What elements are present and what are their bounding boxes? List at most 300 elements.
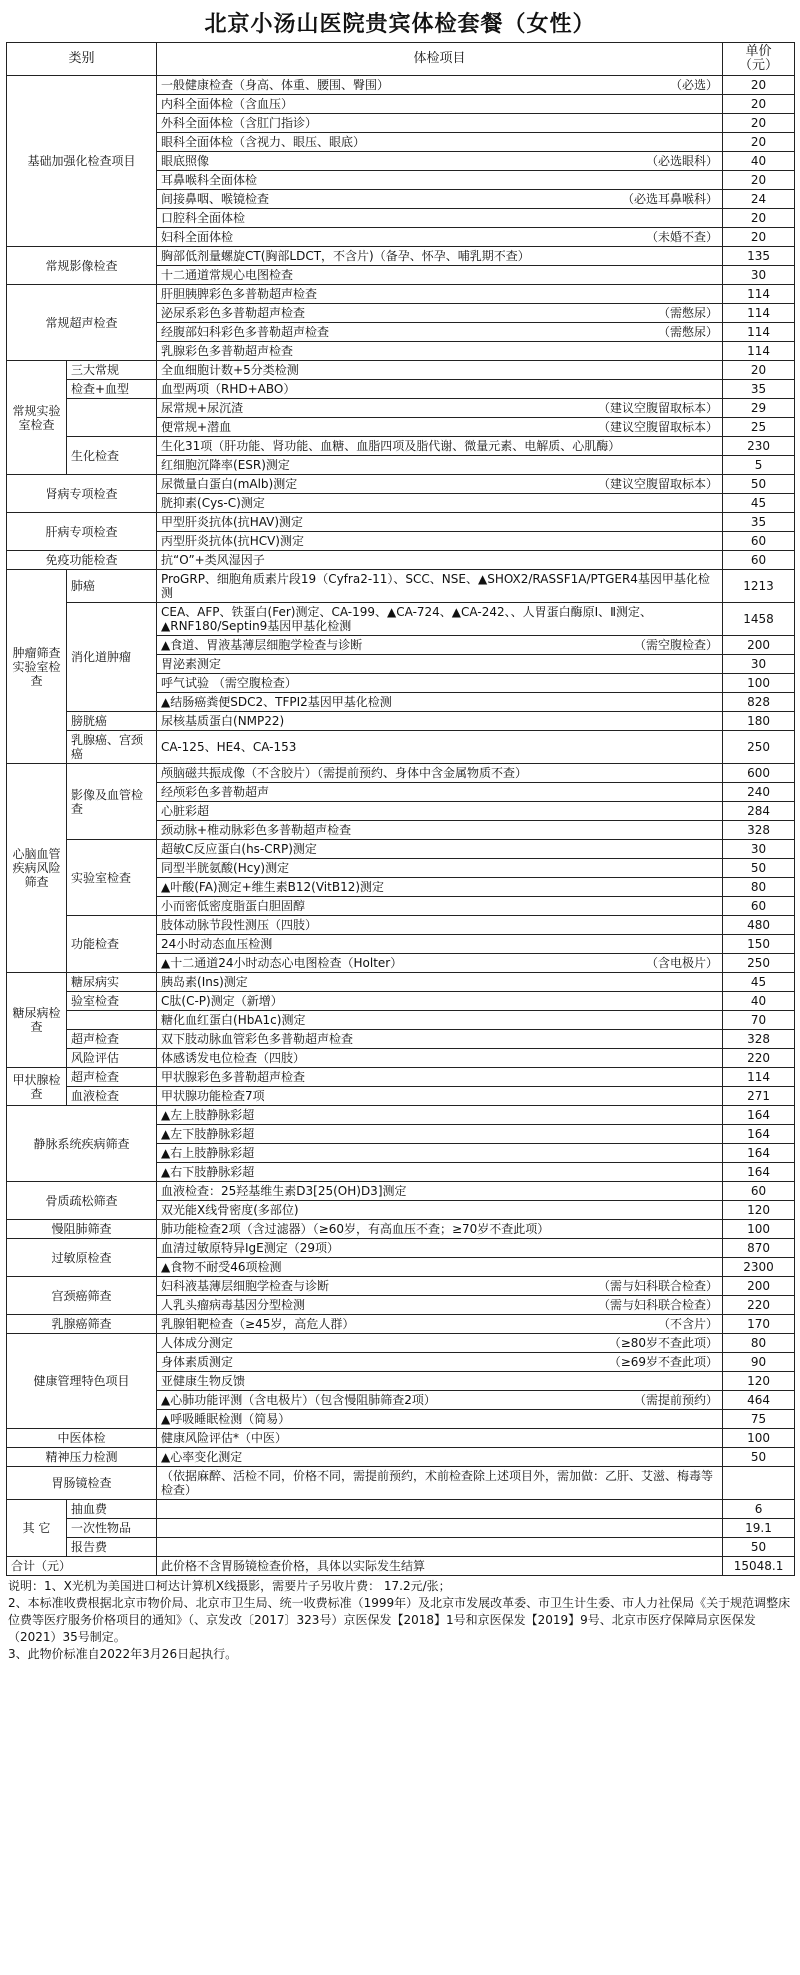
price-cell: 164 [723, 1125, 795, 1144]
price-cell: 480 [723, 916, 795, 935]
table-row [7, 1182, 795, 1201]
item-cell [157, 636, 723, 655]
item-wrap [161, 515, 718, 529]
table-row [7, 1068, 795, 1087]
item-wrap [161, 477, 718, 491]
table-row [7, 916, 795, 935]
price-cell: 114 [723, 304, 795, 323]
item-text: ▲左上肢静脉彩超 [161, 1108, 255, 1122]
table-row [7, 1334, 795, 1353]
item-text: 外科全面体检（含肛门指诊） [161, 116, 318, 130]
item-text: 经腹部妇科彩色多普勒超声检查 [161, 325, 330, 339]
item-wrap [161, 78, 718, 92]
item-cell [157, 1315, 723, 1334]
table-row [7, 1087, 795, 1106]
price-cell: 20 [723, 361, 795, 380]
item-wrap [161, 1127, 718, 1141]
price-table [6, 42, 795, 1576]
item-cell [157, 674, 723, 693]
price-cell: 114 [723, 342, 795, 361]
price-cell: 114 [723, 1068, 795, 1087]
category-cell: 胃肠镜检查 [7, 1467, 157, 1500]
subcategory-cell: 超声检查 [67, 1030, 157, 1049]
item-wrap [161, 230, 718, 244]
item-cell [157, 1049, 723, 1068]
item-cell [157, 1144, 723, 1163]
item-text: 抗“O”+类风湿因子 [161, 553, 265, 567]
price-cell: 50 [723, 1538, 795, 1557]
subcategory-cell [67, 1011, 157, 1030]
item-wrap [161, 766, 718, 780]
item-text: C肽(C-P)测定（新增） [161, 994, 283, 1008]
item-wrap [161, 1355, 718, 1369]
price-cell: 220 [723, 1049, 795, 1068]
item-wrap [161, 638, 718, 652]
item-note: （≥69岁不查此项） [608, 1355, 719, 1369]
item-note: （需与妇科联合检查） [598, 1279, 719, 1293]
category-cell: 宫颈癌筛查 [7, 1277, 157, 1315]
subcategory-cell: 三大常规 [67, 361, 157, 380]
item-wrap [161, 572, 718, 600]
item-text: 经颅彩色多普勒超声 [161, 785, 270, 799]
price-cell: 35 [723, 380, 795, 399]
table-row [7, 1315, 795, 1334]
item-text: 尿微量白蛋白(mAlb)测定 [161, 477, 298, 491]
item-note: （需憋尿） [658, 325, 719, 339]
item-text: CEA、AFP、铁蛋白(Fer)测定、CA-199、▲CA-724、▲CA-242、、人胃蛋白酶原Ⅰ、Ⅱ测定、▲RNF180/Septin9基因甲基化检测 [161, 605, 653, 633]
item-cell [157, 380, 723, 399]
item-cell [157, 513, 723, 532]
price-cell: 170 [723, 1315, 795, 1334]
item-cell [157, 437, 723, 456]
item-cell [157, 456, 723, 475]
item-cell [157, 133, 723, 152]
item-wrap [161, 287, 718, 301]
item-note: （建议空腹留取标本） [598, 420, 719, 434]
item-wrap [161, 740, 718, 754]
item-cell [157, 693, 723, 712]
table-row [7, 1277, 795, 1296]
category-cell: 肾病专项检查 [7, 475, 157, 513]
item-cell [157, 1106, 723, 1125]
item-text: ▲叶酸(FA)测定+维生素B12(VitB12)测定 [161, 880, 385, 894]
item-wrap [161, 458, 718, 472]
table-row [7, 764, 795, 783]
item-cell [157, 266, 723, 285]
item-text: 便常规+潜血 [161, 420, 232, 434]
item-cell [157, 1030, 723, 1049]
price-cell: 60 [723, 551, 795, 570]
item-wrap [161, 439, 718, 453]
item-cell [157, 209, 723, 228]
item-wrap [161, 325, 718, 339]
item-cell [157, 114, 723, 133]
subcategory-cell: 功能检查 [67, 916, 157, 973]
table-row [7, 603, 795, 636]
price-cell: 20 [723, 171, 795, 190]
item-wrap [161, 1431, 718, 1445]
item-wrap [161, 1146, 718, 1160]
price-cell: 24 [723, 190, 795, 209]
price-cell: 70 [723, 1011, 795, 1030]
item-wrap [161, 1070, 718, 1084]
category-cell: 基础加强化检查项目 [7, 76, 157, 247]
item-cell [157, 171, 723, 190]
item-text: 胸部低剂量螺旋CT(胸部LDCT，不含片)（备孕、怀孕、哺乳期不查） [161, 249, 530, 263]
item-text: ▲十二通道24小时动态心电图检查（Holter） [161, 956, 403, 970]
item-wrap [161, 534, 718, 548]
price-cell: 250 [723, 731, 795, 764]
item-text: ProGRP、细胞角质素片段19（Cyfra2-11）、SCC、NSE、▲SHOX2/RASSF1A/PTGER4基因甲基化检测 [161, 572, 710, 600]
price-cell: 200 [723, 636, 795, 655]
item-text: 一般健康检查（身高、体重、腰围、臀围） [161, 78, 390, 92]
price-cell: 164 [723, 1163, 795, 1182]
item-wrap [161, 1051, 718, 1065]
price-cell: 25 [723, 418, 795, 437]
item-text: CA-125、HE4、CA-153 [161, 740, 297, 754]
table-row [7, 475, 795, 494]
item-wrap [161, 1374, 718, 1388]
item-cell [157, 1296, 723, 1315]
item-text: 口腔科全面体检 [161, 211, 246, 225]
price-cell: 5 [723, 456, 795, 475]
item-text: 内科全面体检（含血压） [161, 97, 294, 111]
item-text: 甲状腺彩色多普勒超声检查 [161, 1070, 306, 1084]
item-text: 妇科全面体检 [161, 230, 234, 244]
item-wrap [161, 1241, 718, 1255]
price-cell: 100 [723, 1220, 795, 1239]
price-cell: 240 [723, 783, 795, 802]
item-text: 双光能X线骨密度(多部位) [161, 1203, 299, 1217]
item-cell [157, 802, 723, 821]
price-cell: 164 [723, 1106, 795, 1125]
item-wrap [161, 823, 718, 837]
price-cell: 20 [723, 133, 795, 152]
category-cell: 精神压力检测 [7, 1448, 157, 1467]
table-row [7, 992, 795, 1011]
subcategory-cell [67, 399, 157, 437]
price-cell: 50 [723, 859, 795, 878]
price-cell: 29 [723, 399, 795, 418]
item-wrap [161, 135, 718, 149]
item-wrap [161, 956, 718, 970]
header-item: 体检项目 [157, 43, 723, 76]
item-text: 十二通道常规心电图检查 [161, 268, 294, 282]
item-note: （需提前预约） [634, 1393, 719, 1407]
category-cell: 乳腺癌筛查 [7, 1315, 157, 1334]
item-cell [157, 1448, 723, 1467]
item-note: （不含片） [658, 1317, 719, 1331]
price-cell: 2300 [723, 1258, 795, 1277]
price-cell: 328 [723, 821, 795, 840]
item-wrap [161, 173, 718, 187]
table-row [7, 1448, 795, 1467]
category-cell: 常规影像检查 [7, 247, 157, 285]
price-cell: 20 [723, 114, 795, 133]
item-cell [157, 551, 723, 570]
page-title: 北京小汤山医院贵宾体检套餐（女性） [204, 12, 596, 37]
price-cell: 464 [723, 1391, 795, 1410]
subcategory-cell: 膀胱癌 [67, 712, 157, 731]
item-wrap [161, 1393, 718, 1407]
subcategory-cell: 风险评估 [67, 1049, 157, 1068]
item-text: ▲右下肢静脉彩超 [161, 1165, 255, 1179]
subcategory-cell: 报告费 [67, 1538, 157, 1557]
subcategory-cell: 消化道肿瘤 [67, 603, 157, 712]
item-wrap [161, 1032, 718, 1046]
price-cell [723, 1467, 795, 1500]
item-text: 亚健康生物反馈 [161, 1374, 246, 1388]
item-wrap [161, 899, 718, 913]
item-text: 小而密低密度脂蛋白胆固醇 [161, 899, 306, 913]
table-row [7, 1538, 795, 1557]
price-cell: 1213 [723, 570, 795, 603]
item-text: 呼气试验 （需空腹检查） [161, 676, 297, 690]
item-cell [157, 603, 723, 636]
table-row [7, 1011, 795, 1030]
category-cell: 肝病专项检查 [7, 513, 157, 551]
item-wrap [161, 714, 718, 728]
item-note: （≥80岁不查此项） [608, 1336, 719, 1350]
category-cell: 甲状腺检查 [7, 1068, 67, 1106]
item-note: （必选） [670, 78, 719, 92]
item-text: 血清过敏原特异IgE测定（29项） [161, 1241, 340, 1255]
subcategory-cell: 影像及血管检查 [67, 764, 157, 840]
note-line: 说明：1、X光机为美国进口柯达计算机X线摄影，需要片子另收片费： 17.2元/张； [8, 1579, 451, 1593]
subcategory-cell: 抽血费 [67, 1500, 157, 1519]
price-cell: 100 [723, 674, 795, 693]
item-text: ▲心肺功能评测（含电极片）（包含慢阻肺筛查2项） [161, 1393, 436, 1407]
price-cell: 271 [723, 1087, 795, 1106]
item-text: 超敏C反应蛋白(hs-CRP)测定 [161, 842, 317, 856]
item-note: （需憋尿） [658, 306, 719, 320]
item-wrap [161, 1336, 718, 1350]
item-cell [157, 1182, 723, 1201]
item-text: 尿核基质蛋白(NMP22) [161, 714, 285, 728]
price-cell: 180 [723, 712, 795, 731]
item-cell [157, 76, 723, 95]
price-cell: 20 [723, 76, 795, 95]
item-text: ▲结肠癌粪便SDC2、TFPI2基因甲基化检测 [161, 695, 392, 709]
price-cell: 120 [723, 1372, 795, 1391]
category-cell: 常规超声检查 [7, 285, 157, 361]
header-row [7, 43, 795, 76]
item-wrap [161, 785, 718, 799]
price-cell: 6 [723, 1500, 795, 1519]
item-cell [157, 190, 723, 209]
item-note: （必选眼科） [646, 154, 719, 168]
item-text: 胰岛素(Ins)测定 [161, 975, 248, 989]
item-cell [157, 1163, 723, 1182]
table-row [7, 731, 795, 764]
item-text: ▲呼吸睡眠检测（简易） [161, 1412, 291, 1426]
subcategory-cell: 乳腺癌、宫颈癌 [67, 731, 157, 764]
price-cell: 870 [723, 1239, 795, 1258]
item-cell [157, 494, 723, 513]
item-cell [157, 1500, 723, 1519]
price-cell: 284 [723, 802, 795, 821]
item-cell [157, 731, 723, 764]
item-wrap [161, 605, 718, 633]
item-cell [157, 152, 723, 171]
table-row [7, 247, 795, 266]
item-text: 健康风险评估*（中医） [161, 1431, 288, 1445]
item-wrap [161, 363, 718, 377]
price-cell: 30 [723, 655, 795, 674]
price-cell: 1458 [723, 603, 795, 636]
table-row [7, 840, 795, 859]
item-note: （含电极片） [646, 956, 719, 970]
item-text: 全血细胞计数+5分类检测 [161, 363, 299, 377]
item-wrap [161, 994, 718, 1008]
item-cell [157, 1220, 723, 1239]
table-row [7, 399, 795, 418]
item-wrap [161, 116, 718, 130]
item-cell [157, 1087, 723, 1106]
item-cell [157, 878, 723, 897]
table-row [7, 76, 795, 95]
item-text: 肢体动脉节段性测压（四肢） [161, 918, 318, 932]
item-wrap [161, 975, 718, 989]
note-line: 2、本标准收费根据北京市物价局、北京市卫生局、统一收费标准（1999年）及北京市发展改革委、市卫生计生委、市人力社保局《关于规范调整床位费等医疗服务价格项目的通知》（、京发改〔2017〕323号）京医保发【2018】1号和京医保发【2019】9号、北京市医疗保障局京医保发（2021）35号制定。 [8, 1596, 791, 1644]
item-cell [157, 935, 723, 954]
item-text: ▲食道、胃液基薄层细胞学检查与诊断 [161, 638, 363, 652]
item-text: 颈动脉+椎动脉彩色多普勒超声检查 [161, 823, 352, 837]
item-cell [157, 859, 723, 878]
item-cell [157, 1239, 723, 1258]
item-wrap [161, 937, 718, 951]
item-text: 肝胆胰脾彩色多普勒超声检查 [161, 287, 318, 301]
total-price: 15048.1 [723, 1557, 795, 1576]
table-row [7, 712, 795, 731]
table-row [7, 1220, 795, 1239]
item-text: 乳腺彩色多普勒超声检查 [161, 344, 294, 358]
item-note: （需与妇科联合检查） [598, 1298, 719, 1312]
price-cell: 114 [723, 285, 795, 304]
subcategory-cell: 生化检查 [67, 437, 157, 475]
item-cell [157, 897, 723, 916]
total-row [7, 1557, 795, 1576]
item-wrap [161, 1450, 718, 1464]
price-cell: 230 [723, 437, 795, 456]
item-cell [157, 1258, 723, 1277]
item-wrap [161, 1165, 718, 1179]
category-cell: 糖尿病检查 [7, 973, 67, 1068]
price-cell: 150 [723, 935, 795, 954]
category-cell: 健康管理特色项目 [7, 1334, 157, 1429]
item-wrap [161, 695, 718, 709]
table-row [7, 551, 795, 570]
item-wrap [161, 420, 718, 434]
item-wrap [161, 1013, 718, 1027]
item-text: 妇科液基薄层细胞学检查与诊断 [161, 1279, 330, 1293]
item-cell [157, 323, 723, 342]
subcategory-cell: 血液检查 [67, 1087, 157, 1106]
table-row [7, 570, 795, 603]
table-row [7, 1519, 795, 1538]
item-cell [157, 655, 723, 674]
price-cell: 20 [723, 209, 795, 228]
category-cell: 慢阻肺筛查 [7, 1220, 157, 1239]
subcategory-cell: 一次性物品 [67, 1519, 157, 1538]
item-cell [157, 1429, 723, 1448]
item-text: 耳鼻喉科全面体检 [161, 173, 258, 187]
price-cell: 100 [723, 1429, 795, 1448]
item-text: （依据麻醉、活检不同，价格不同，需提前预约，术前检查除上述项目外，需加做：乙肝、艾滋、梅毒等检查） [161, 1469, 714, 1497]
item-wrap [161, 1222, 718, 1236]
category-cell: 过敏原检查 [7, 1239, 157, 1277]
price-cell: 80 [723, 1334, 795, 1353]
price-cell: 40 [723, 152, 795, 171]
table-row [7, 380, 795, 399]
category-cell: 常规实验室检查 [7, 361, 67, 475]
item-text: 人体成分测定 [161, 1336, 234, 1350]
item-text: 胱抑素(Cys-C)测定 [161, 496, 265, 510]
price-cell: 30 [723, 840, 795, 859]
item-note: （建议空腹留取标本） [598, 401, 719, 415]
table-row [7, 1049, 795, 1068]
category-cell: 骨质疏松筛查 [7, 1182, 157, 1220]
item-wrap [161, 553, 718, 567]
item-cell [157, 570, 723, 603]
price-cell: 250 [723, 954, 795, 973]
item-text: 乳腺钼靶检查（≥45岁，高危人群） [161, 1317, 355, 1331]
header-category: 类别 [7, 43, 157, 76]
subcategory-cell: 检查+血型 [67, 380, 157, 399]
item-cell [157, 475, 723, 494]
item-text: 丙型肝炎抗体(抗HCV)测定 [161, 534, 304, 548]
subcategory-cell: 肺癌 [67, 570, 157, 603]
item-note: （未婚不查） [646, 230, 719, 244]
item-cell [157, 361, 723, 380]
item-wrap [161, 1317, 718, 1331]
item-cell [157, 973, 723, 992]
price-cell: 45 [723, 973, 795, 992]
item-wrap [161, 880, 718, 894]
item-wrap [161, 344, 718, 358]
item-text: 泌尿系彩色多普勒超声检查 [161, 306, 306, 320]
price-cell: 75 [723, 1410, 795, 1429]
item-cell [157, 399, 723, 418]
category-cell: 免疫功能检查 [7, 551, 157, 570]
item-wrap [161, 1469, 718, 1497]
item-wrap [161, 192, 718, 206]
item-wrap [161, 249, 718, 263]
item-text: ▲右上肢静脉彩超 [161, 1146, 255, 1160]
item-wrap [161, 804, 718, 818]
item-cell [157, 532, 723, 551]
notes [6, 1576, 794, 1665]
item-cell [157, 1410, 723, 1429]
item-cell [157, 840, 723, 859]
item-text: ▲食物不耐受46项检测 [161, 1260, 282, 1274]
price-cell: 45 [723, 494, 795, 513]
item-cell [157, 764, 723, 783]
price-cell: 20 [723, 228, 795, 247]
item-text: 红细胞沉降率(ESR)测定 [161, 458, 290, 472]
item-text: 尿常规+尿沉渣 [161, 401, 244, 415]
price-cell: 220 [723, 1296, 795, 1315]
item-cell [157, 712, 723, 731]
item-text: 肺功能检查2项（含过滤器）（≥60岁，有高血压不查；≥70岁不查此项） [161, 1222, 550, 1236]
price-cell: 114 [723, 323, 795, 342]
item-wrap [161, 1298, 718, 1312]
item-cell [157, 1125, 723, 1144]
header-price: 单价 （元） [723, 43, 795, 76]
price-cell: 60 [723, 897, 795, 916]
category-cell: 心脑血管疾病风险筛查 [7, 764, 67, 973]
price-cell: 328 [723, 1030, 795, 1049]
